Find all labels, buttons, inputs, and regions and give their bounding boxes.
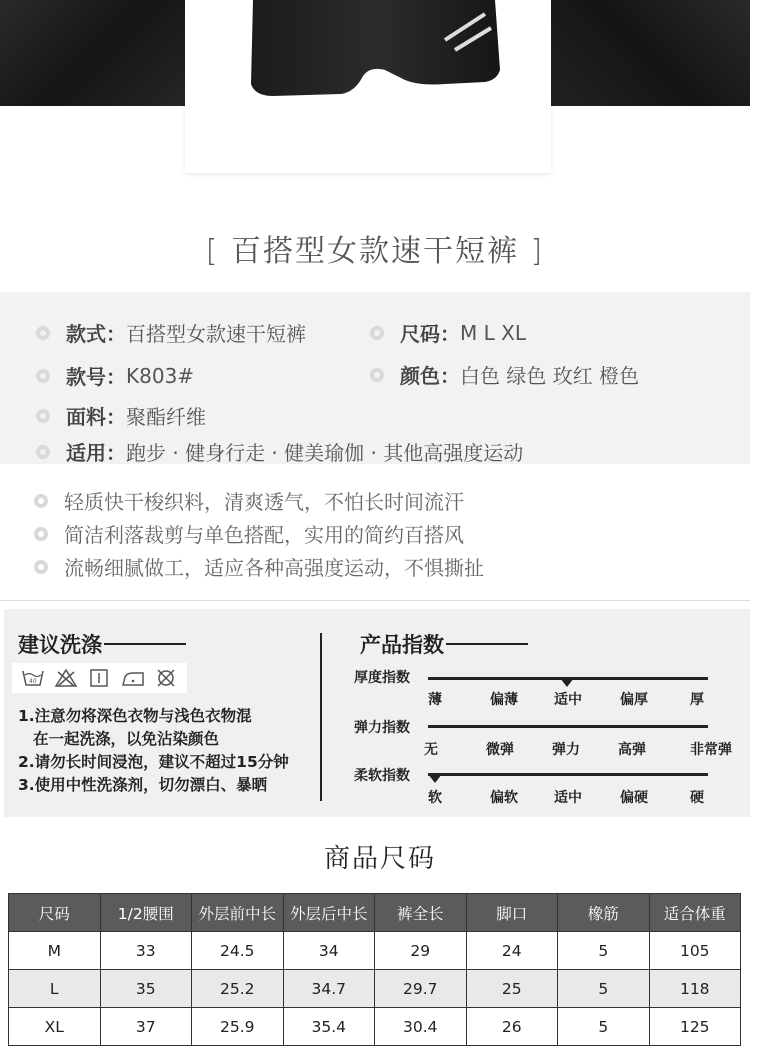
table-cell: 5 [558,932,650,970]
bullet-icon [36,445,50,459]
table-cell: 29 [375,932,467,970]
table-cell: 118 [649,970,741,1008]
feature-text: 流畅细腻做工，适应各种高强度运动，不惧撕扯 [64,556,484,580]
hero-image [0,0,750,175]
table-row [9,932,741,970]
spec-model [36,361,194,390]
shorts-image [245,0,505,100]
care-notes [18,705,289,797]
index-heading [360,629,528,659]
size-table-title: 商品尺码 [323,844,436,874]
spec-size [370,318,526,347]
care-note: 2.请勿长时间浸泡，建议不超过15分钟 [18,753,289,771]
bullet-icon [34,527,48,541]
column-header: 橡筋 [558,894,650,932]
table-cell: 5 [558,970,650,1008]
heading-rule [446,643,528,645]
index-tick: 适中 [554,790,582,806]
feature-list [34,484,484,583]
bullet-icon [370,326,384,340]
bullet-icon [36,409,50,423]
spec-label: 适用： [66,441,126,465]
table-cell: 125 [649,1008,741,1046]
index-scale-line [428,725,708,728]
feature-item [34,484,484,517]
table-cell: XL [9,1008,101,1046]
index-scale-line [428,773,708,776]
index-tick: 薄 [428,692,442,708]
feature-text: 轻质快干梭织料，清爽透气，不怕长时间流汗 [64,490,464,514]
table-row [9,970,741,1008]
tumble-dry-icon [88,668,110,688]
index-tick: 软 [428,790,442,806]
svg-text:40: 40 [28,678,37,685]
index-tick: 弹力 [552,742,580,758]
table-cell: 25.9 [192,1008,284,1046]
spec-color [370,360,639,389]
index-label: 柔软指数 [354,768,410,784]
table-cell: 35.4 [283,1008,375,1046]
panel-divider [320,633,322,801]
index-tick: 偏薄 [490,692,518,708]
table-cell: 26 [466,1008,558,1046]
bullet-icon [36,326,50,340]
table-cell: 35 [100,970,192,1008]
index-tick: 厚 [690,692,704,708]
table-cell: L [9,970,101,1008]
table-cell: 37 [100,1008,192,1046]
heading-rule [104,643,186,645]
spec-label: 尺码： [400,322,460,346]
spec-style [36,318,306,347]
care-heading-text: 建议洗涤 [18,633,102,657]
index-tick: 非常弹 [690,742,732,758]
spec-label: 颜色： [400,364,460,388]
index-tick: 偏厚 [620,692,648,708]
index-label: 厚度指数 [354,670,410,686]
index-heading-text: 产品指数 [360,633,444,657]
table-cell: 24 [466,932,558,970]
care-icons [12,663,187,693]
feature-item [34,517,484,550]
care-index-panel [4,609,750,817]
index-tick: 无 [424,742,438,758]
feature-item [34,550,484,583]
care-note: 在一起洗涤，以免沾染颜色 [33,730,220,748]
hand-wash-icon [22,668,44,688]
size-table [8,893,741,1046]
fabric-photo-left [0,0,190,106]
bullet-icon [370,368,384,382]
fabric-photo-right [550,0,750,106]
iron-icon [122,668,144,688]
bullet-icon [34,560,48,574]
spec-label: 款式： [66,322,126,346]
spec-value: 聚酯纤维 [126,405,206,429]
bullet-icon [36,369,50,383]
section-divider [0,600,750,601]
table-cell: 30.4 [375,1008,467,1046]
spec-value: 跑步 · 健身行走 · 健美瑜伽 · 其他高强度运动 [126,441,524,465]
spec-value: K803# [126,363,195,388]
care-note: 1.注意勿将深色衣物与浅色衣物混 [18,707,252,725]
column-header: 脚口 [466,894,558,932]
spec-value: M L XL [460,320,526,345]
table-cell: 105 [649,932,741,970]
spec-block [0,292,750,464]
table-cell: 24.5 [192,932,284,970]
index-tick: 硬 [690,790,704,806]
table-cell: 5 [558,1008,650,1046]
care-note: 3.使用中性洗涤剂，切勿漂白、暴晒 [18,776,268,794]
spec-label: 款号： [66,365,126,389]
column-header: 外层前中长 [192,894,284,932]
table-cell: 33 [100,932,192,970]
spec-fabric [36,401,206,430]
table-cell: 34.7 [283,970,375,1008]
spec-value: 白色 绿色 玫红 橙色 [460,364,640,388]
no-bleach-icon [55,668,77,688]
column-header: 1/2腰围 [100,894,192,932]
table-cell: 29.7 [375,970,467,1008]
product-photo-card [185,0,551,173]
column-header: 外层后中长 [283,894,375,932]
spec-value: 百搭型女款速干短裤 [126,322,306,346]
index-marker-icon [560,678,574,687]
index-tick: 偏硬 [620,790,648,806]
spec-label: 面料： [66,405,126,429]
column-header: 裤全长 [375,894,467,932]
feature-text: 简洁利落裁剪与单色搭配，实用的简约百搭风 [64,523,464,547]
index-tick: 偏软 [490,790,518,806]
table-cell: M [9,932,101,970]
index-tick: 高弹 [618,742,646,758]
index-marker-icon [428,774,442,783]
table-row [9,1008,741,1046]
table-cell: 34 [283,932,375,970]
column-header: 适合体重 [649,894,741,932]
table-cell: 25.2 [192,970,284,1008]
bullet-icon [34,494,48,508]
product-title: [ 百搭型女款速干短裤 ] [205,234,545,269]
spec-usage [36,437,523,466]
index-tick: 微弹 [486,742,514,758]
table-cell: 25 [466,970,558,1008]
care-heading [18,629,186,659]
index-tick: 适中 [554,692,582,708]
no-dryclean-icon [155,668,177,688]
index-label: 弹力指数 [354,720,410,736]
table-header-row [9,894,741,932]
column-header: 尺码 [9,894,101,932]
